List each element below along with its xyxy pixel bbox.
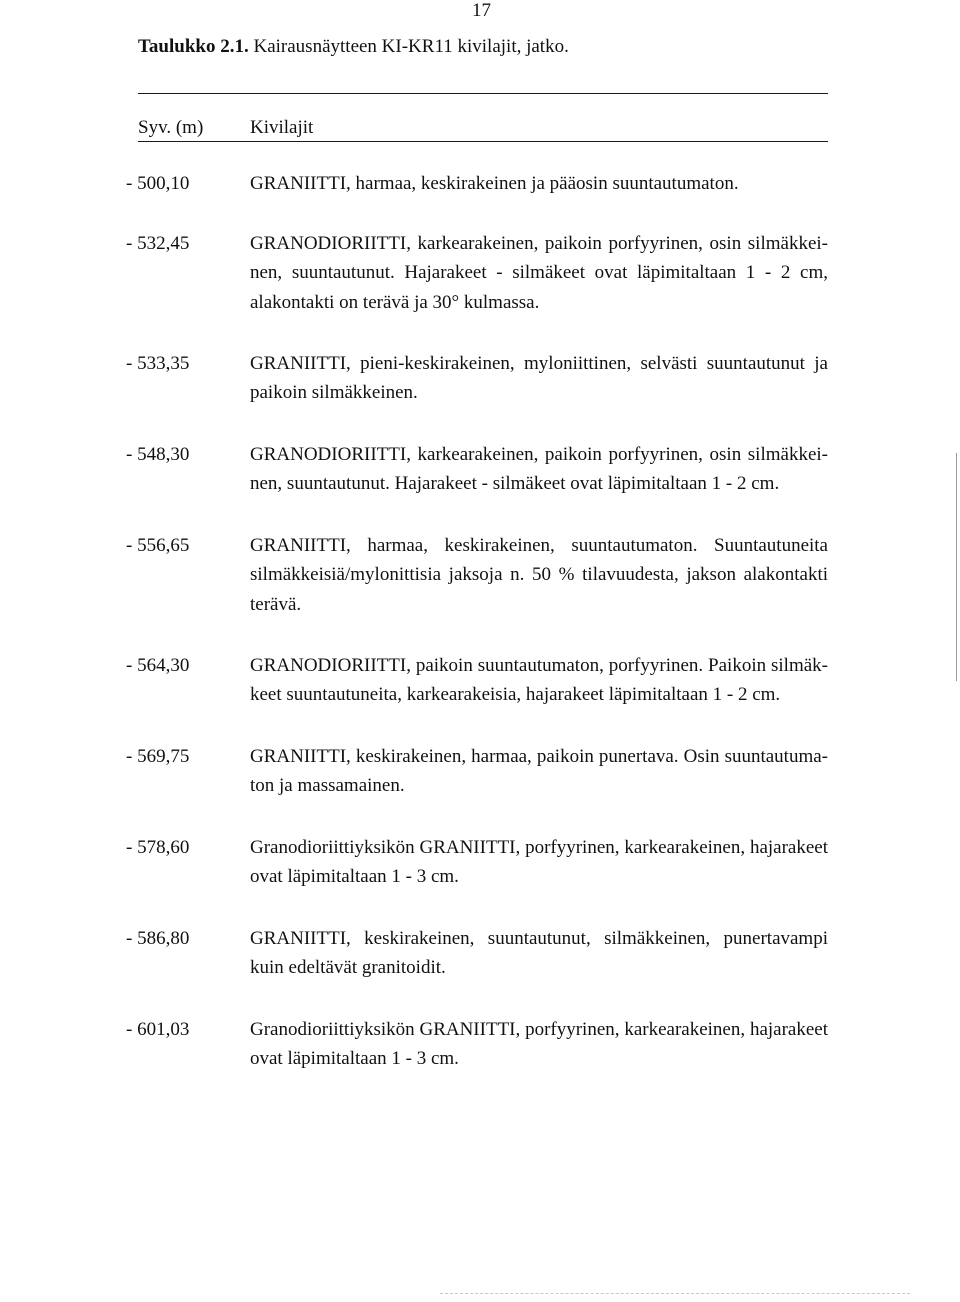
row-depth: - 601,03 <box>126 1019 190 1040</box>
row-description: GRANODIORIITTI, karkearakeinen, paikoin porfyyrinen, osin silmäkkei-nen, suuntautunut. Hajarakeet - silmäkeet ovat läpimitaltaan 1 - 2 cm, alakontakti on terävä ja 30° kulmassa. <box>250 233 828 313</box>
top-rule <box>138 93 828 94</box>
row-description: GRANIITTI, keskirakeinen, suuntautunut, silmäkkeinen, punertavampi kuin edeltävät granitoidit. <box>250 928 828 979</box>
table-row <box>0 531 960 651</box>
caption-label: Taulukko 2.1. <box>138 36 249 57</box>
table-row <box>0 833 960 924</box>
row-depth: - 578,60 <box>126 837 190 858</box>
row-depth: - 586,80 <box>126 928 190 949</box>
table-caption <box>138 36 569 58</box>
scan-margin-line <box>956 453 957 681</box>
row-description: GRANODIORIITTI, paikoin suuntautumaton, porfyyrinen. Paikoin silmäk-keet suuntautuneita, karkearakeisia, hajarakeet läpimitaltaan 1 - 2 cm. <box>250 655 828 706</box>
header-rule <box>138 141 828 142</box>
table-row <box>0 651 960 742</box>
row-description: GRANIITTI, harmaa, keskirakeinen, suuntautumaton. Suuntautuneita silmäkkeisiä/mylonittisia jaksoja n. 50 % tilavuudesta, jakson alakontakti terävä. <box>250 535 828 615</box>
depth-column-header: Syv. (m) <box>138 117 204 138</box>
table-row <box>0 229 960 349</box>
row-description: GRANIITTI, pieni-keskirakeinen, myloniittinen, selvästi suuntautunut ja paikoin silmäkkeinen. <box>250 353 828 404</box>
row-description: GRANIITTI, keskirakeinen, harmaa, paikoin punertava. Osin suuntautuma-ton ja massamainen. <box>250 746 828 797</box>
row-description: GRANIITTI, harmaa, keskirakeinen ja pääosin suuntautumaton. <box>250 173 739 194</box>
row-depth: - 500,10 <box>126 173 190 194</box>
footer-dashed-line <box>440 1293 910 1294</box>
rock-type-column-header: Kivilajit <box>250 117 314 138</box>
table-row <box>0 742 960 833</box>
row-depth: - 556,65 <box>126 535 190 556</box>
table-row <box>0 440 960 531</box>
row-description: GRANODIORIITTI, karkearakeinen, paikoin porfyyrinen, osin silmäkkei-nen, suuntautunut. Hajarakeet - silmäkeet ovat läpimitaltaan 1 - 2 cm. <box>250 444 828 495</box>
rock-type-table <box>0 169 960 1075</box>
table-row <box>0 1015 960 1075</box>
row-description: Granodioriittiyksikön GRANIITTI, porfyyrinen, karkearakeinen, hajarakeet ovat läpimitaltaan 1 - 3 cm. <box>250 837 828 888</box>
row-depth: - 564,30 <box>126 655 190 676</box>
row-depth: - 532,45 <box>126 233 190 254</box>
page-number: 17 <box>472 0 491 21</box>
row-description: Granodioriittiyksikön GRANIITTI, porfyyrinen, karkearakeinen, hajarakeet ovat läpimitaltaan 1 - 3 cm. <box>250 1019 828 1070</box>
row-depth: - 548,30 <box>126 444 190 465</box>
table-row <box>0 169 960 229</box>
caption-text: Kairausnäytteen KI-KR11 kivilajit, jatko. <box>253 36 569 57</box>
row-depth: - 569,75 <box>126 746 190 767</box>
table-row <box>0 349 960 440</box>
table-row <box>0 924 960 1015</box>
row-depth: - 533,35 <box>126 353 190 374</box>
